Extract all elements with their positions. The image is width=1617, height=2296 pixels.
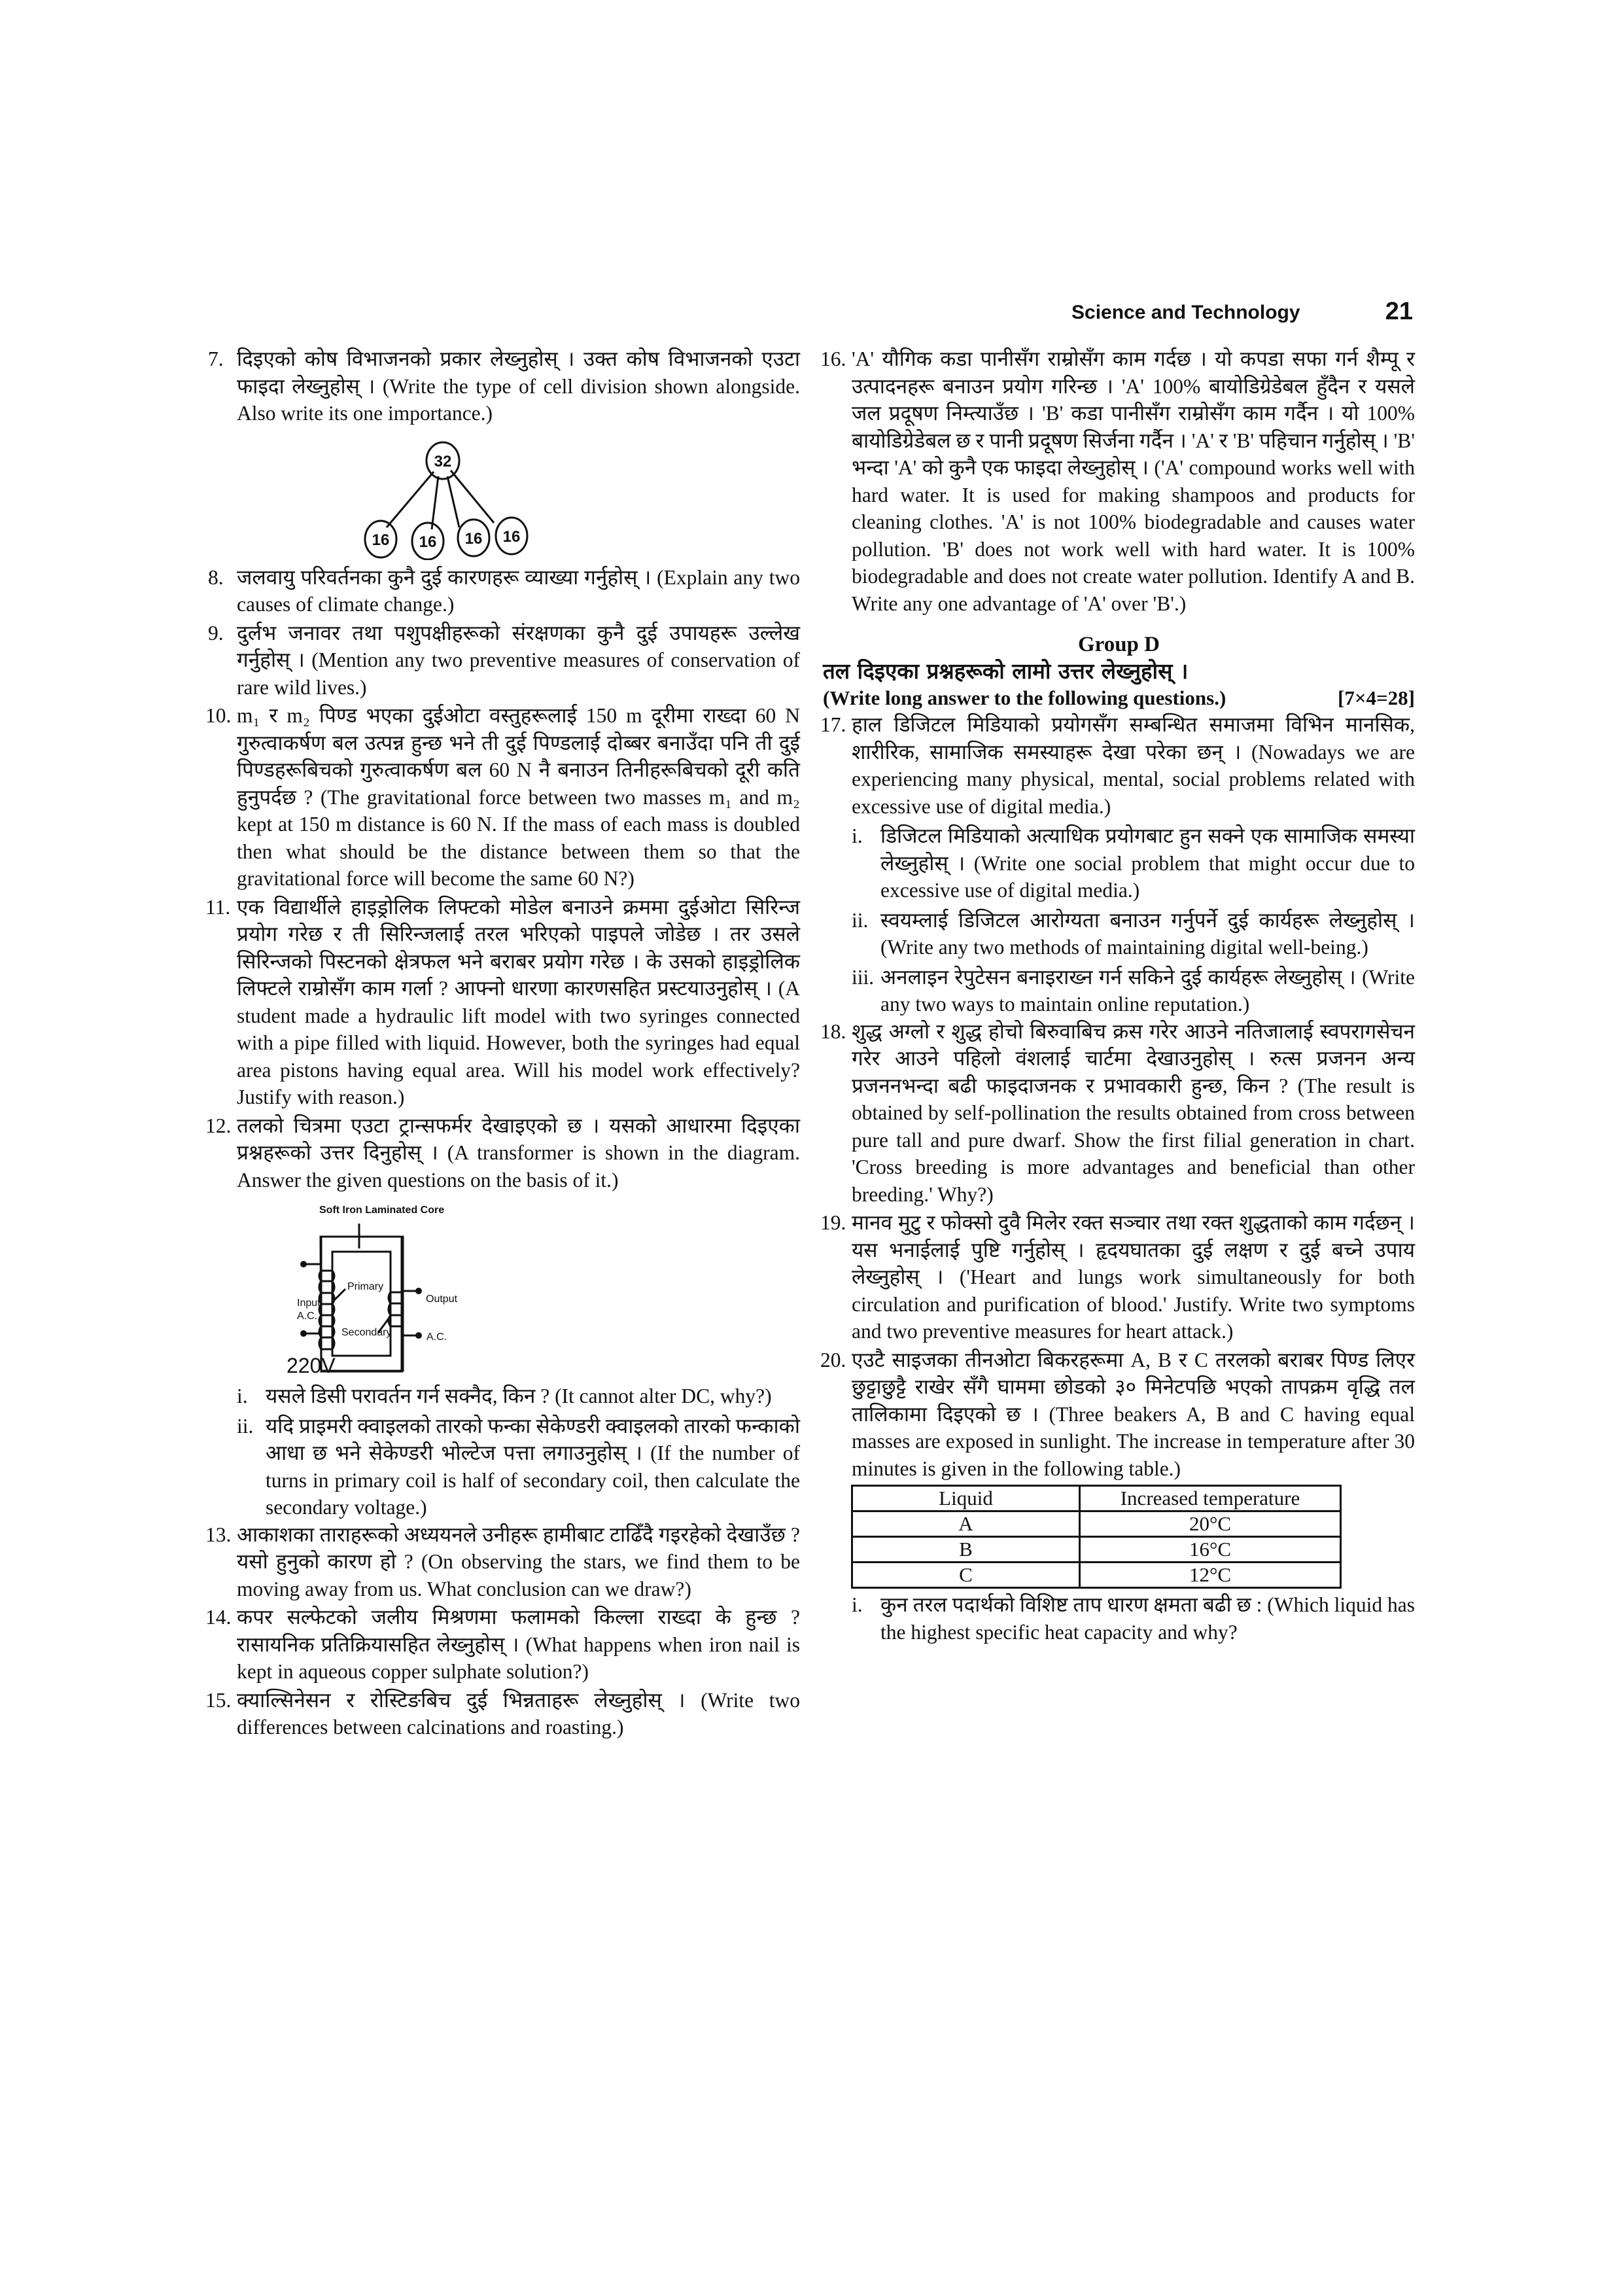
temperature-cell: 20°C xyxy=(1080,1511,1341,1537)
book-title: Science and Technology xyxy=(1071,302,1300,323)
transformer-diagram xyxy=(208,1197,800,1377)
liquid-cell: A xyxy=(852,1511,1080,1537)
question-11 xyxy=(205,894,800,1111)
page-number: 21 xyxy=(1385,298,1413,325)
group-d-marks: [7×4=28] xyxy=(1338,686,1415,709)
daughter-cell-count: 16 xyxy=(372,531,390,549)
question-number: 11. xyxy=(205,895,231,919)
question-number: 14. xyxy=(205,1606,232,1629)
question-13 xyxy=(205,1521,800,1603)
question-7 xyxy=(208,345,800,427)
question-17-part-ii xyxy=(823,907,1415,961)
sub-question-text: यसले डिसी परावर्तन गर्न सक्नैद, किन ? (It cannot alter DC, why?) xyxy=(266,1385,772,1407)
group-d-instruction xyxy=(823,685,1415,711)
question-text: तलको चित्रमा एउटा ट्रान्सफर्मर देखाइएको छ । यसको आधारमा दिइएका प्रश्नहरूको उत्तर दिनुहोस् । (A transformer is shown in the diagram. Answer the given questions on the basis of it.) xyxy=(237,1114,800,1192)
question-12-part-ii xyxy=(208,1413,800,1521)
input-label: Input xyxy=(297,1298,321,1309)
output-ac-label: A.C. xyxy=(426,1332,447,1343)
sub-question-text: स्वयम्लाई डिजिटल आरोग्यता बनाउन गर्नुपर्ने दुई कार्यहरू लेख्नुहोस् । (Write any two methods of maintaining digital well-being.) xyxy=(880,908,1415,959)
question-16 xyxy=(820,345,1415,617)
question-17 xyxy=(820,711,1415,820)
cell-division-figure xyxy=(208,439,800,560)
question-12-part-i xyxy=(208,1383,800,1410)
question-14 xyxy=(205,1604,800,1686)
transformer-figure xyxy=(208,1197,800,1377)
question-10 xyxy=(205,702,800,892)
question-number: 8. xyxy=(208,565,224,589)
temperature-cell: 16°C xyxy=(1080,1537,1341,1563)
daughter-cell-count: 16 xyxy=(419,533,437,551)
table-row xyxy=(852,1537,1341,1563)
core-label: Soft Iron Laminated Core xyxy=(319,1205,445,1216)
sub-question-text: कुन तरल पदार्थको विशिष्ट ताप धारण क्षमता बढी छ : (Which liquid has the highest specific heat capacity and why? xyxy=(880,1593,1415,1644)
liquid-cell: C xyxy=(852,1563,1080,1588)
question-text: दिइएको कोष विभाजनको प्रकार लेख्नुहोस् । उक्त कोष विभाजनको एउटा फाइदा लेख्नुहोस् । (Write the type of cell division shown alongside. Also write its one importance.) xyxy=(237,347,800,425)
sub-question-text: अनलाइन रेपुटेसन बनाइराख्न गर्न सकिने दुई कार्यहरू लेख्नुहोस् । (Write any two ways to maintain online reputation.) xyxy=(880,965,1415,1016)
right-column xyxy=(820,345,1415,1646)
temperature-table xyxy=(851,1485,1342,1589)
sub-question-number: ii. xyxy=(237,1414,254,1438)
table-row xyxy=(852,1511,1341,1537)
input-ac-label: A.C. xyxy=(297,1311,318,1322)
group-d-instruction-english: (Write long answer to the following questions.) xyxy=(823,686,1226,709)
sub-question-text: यदि प्राइमरी क्वाइलको तारको फन्का सेकेण्डरी क्वाइलको तारको फन्काको आधा छ भने सेकेण्डरी भोल्टेज पत्ता लगाउनुहोस् । (If the number of turns in primary coil is half of secondary coil, then calculate the secondary voltage.) xyxy=(266,1414,800,1519)
sub-question-number: ii. xyxy=(852,908,869,932)
question-text: हाल डिजिटल मिडियाको प्रयोगसँग सम्बन्धित समाजमा विभिन मानसिक, शारीरिक, सामाजिक समस्याहरू देखा परेका छन् । (Nowadays we are experiencing many physical, mental, social problems related with excessive use of digital media.) xyxy=(852,713,1415,818)
question-number: 12. xyxy=(205,1114,232,1137)
question-20 xyxy=(820,1347,1415,1483)
secondary-label: Secondary xyxy=(341,1327,392,1338)
question-number: 15. xyxy=(205,1688,232,1712)
voltage-label: 220V xyxy=(287,1354,336,1377)
question-text: m₁ र m₂ पिण्ड भएका दुईओटा वस्तुहरूलाई 150 m दूरीमा राख्दा 60 N गुरुत्वाकर्षण बल उत्पन्न हुन्छ भने ती दुई पिण्डलाई दोब्बर बनाउँदा पनि ती दुई पिण्डहरूबिचको गुरुत्वाकर्षण बल 60 N नै बनाउन तिनीहरूबिचको दूरी कति हुनुपर्दछ ? (The gravitational force between two masses m₁ and m₂ kept at 150 m distance is 60 N. If the mass of each mass is doubled then what should be the distance between them so that the gravitational force will become the same 60 N?) xyxy=(237,704,800,890)
question-text: क्याल्सिनेसन र रोस्टिङबिच दुई भिन्नताहरू लेख्नुहोस् । (Write two differences between calcinations and roasting.) xyxy=(237,1688,800,1739)
question-number: 20. xyxy=(820,1348,846,1371)
question-text: जलवायु परिवर्तनका कुनै दुई कारणहरू व्याख्या गर्नुहोस् । (Explain any two causes of climate change.) xyxy=(237,565,800,616)
question-18 xyxy=(820,1018,1415,1209)
cell-division-diagram xyxy=(208,439,800,560)
question-number: 10. xyxy=(205,704,232,727)
question-number: 7. xyxy=(208,347,224,370)
question-15 xyxy=(205,1687,800,1741)
left-column xyxy=(205,345,800,1742)
daughter-cell-count: 16 xyxy=(502,527,521,546)
question-number: 13. xyxy=(205,1523,232,1546)
question-8 xyxy=(208,564,800,618)
question-9 xyxy=(208,620,800,701)
question-text: 'A' यौगिक कडा पानीसँग राम्रोसँग काम गर्दछ । यो कपडा सफा गर्न शैम्पू र उत्पादनहरू बनाउन प्रयोग गरिन्छ । 'A' 100% बायोडिग्रेडेबल हुँदैन र यसले जल प्रदूषण निम्त्याउँछ । 'B' कडा पानीसँग राम्रोसँग काम गर्दैन । यो 100% बायोडिग्रेडेबल छ र पानी प्रदूषण सिर्जना गर्दैन । 'A' र 'B' पहिचान गर्नुहोस् । 'B' भन्दा 'A' को कुनै एक फाइदा लेख्नुहोस् । ('A' compound works well with hard water. It is used for making shampoos and products for cleaning clothes. 'A' is not 100% biodegradable and causes water pollution. 'B' does not work well with hard water. It is 100% biodegradable and does not create water pollution. Identify A and B. Write any one advantage of 'A' over 'B'.) xyxy=(852,347,1415,615)
sub-question-number: i. xyxy=(852,824,863,847)
daughter-cell-count: 16 xyxy=(464,529,483,548)
question-number: 18. xyxy=(820,1019,846,1043)
question-12 xyxy=(205,1112,800,1194)
group-d-title: Group D xyxy=(1077,633,1160,656)
question-number: 9. xyxy=(208,621,224,645)
group-d-instruction-nepali: तल दिइएका प्रश्नहरूको लामो उत्तर लेख्नुहोस् । xyxy=(823,658,1189,684)
question-text: शुद्ध अग्लो र शुद्ध होचो बिरुवाबिच क्रस गरेर आउने नतिजालाई स्वपरागसेचन गरेर आउने पहिलो वंशलाई चार्टमा देखाउनुहोस् । रुत्स प्रजनन अन्य प्रजननभन्दा बढी फाइदाजनक र प्रभावकारी हुन्छ, किन ? (The result is obtained by self-pollination the results obtained from cross between pure tall and pure dwarf. Show the first filial generation in chart. 'Cross breeding is more advantages and beneficial than other breeding.' Why?) xyxy=(852,1019,1415,1206)
question-text: एउटै साइजका तीनओटा बिकरहरूमा A, B र C तरलको बराबर पिण्ड लिएर छुट्टाछुट्टै राखेर सँगै घाममा छोडको ३० मिनेटपछि भएको तापक्रम वृद्धि तल तालिकामा दिइएको छ । (Three beakers A, B and C having equal masses are exposed in sunlight. The increase in temperature after 30 minutes is given in the following table.) xyxy=(852,1348,1415,1480)
table-header-row xyxy=(852,1486,1341,1511)
question-text: मानव मुटु र फोक्सो दुवै मिलेर रक्त सञ्चार तथा रक्त शुद्धताको काम गर्दछन् । यस भनाईलाई पुष्टि गर्नुहोस् । हृदयघातका दुई लक्षण र दुई बच्ने उपाय लेख्नुहोस् । ('Heart and lungs work simultaneously for both circulation and purification of blood.' Justify. Write two symptoms and two preventive measures for heart attack.) xyxy=(852,1211,1415,1343)
question-text: एक विद्यार्थीले हाइड्रोलिक लिफ्टको मोडेल बनाउने क्रममा दुईओटा सिरिन्ज प्रयोग गरेछ र ती सिरिन्जलाई तरल भरिएको पाइपले जोडेछ । तर उसले सिरिन्जको पिस्टनको क्षेत्रफल भने बराबर प्रयोग गरेछ । के उसको हाइड्रोलिक लिफ्टले राम्रोसँग काम गर्ला ? आफ्नो धारणा कारणसहित प्रस्टयाउनुहोस् । (A student made a hydraulic lift model with two syringes connected with a pipe filled with liquid. However, both the syringes had equal area pistons having equal area. Will his model work effectively? Justify with reason.) xyxy=(237,895,800,1108)
question-text: दुर्लभ जनावर तथा पशुपक्षीहरूको संरक्षणका कुनै दुई उपायहरू उल्लेख गर्नुहोस् । (Mention any two preventive measures of conservation of rare wild lives.) xyxy=(237,621,800,699)
question-17-part-i xyxy=(823,822,1415,904)
question-number: 17. xyxy=(820,713,846,736)
question-19 xyxy=(820,1209,1415,1345)
sub-question-text: डिजिटल मिडियाको अत्याधिक प्रयोगबाट हुन सक्ने एक सामाजिक समस्या लेख्नुहोस् । (Write one social problem that might occur due to excessive use of digital media.) xyxy=(880,824,1415,902)
sub-question-number: iii. xyxy=(852,965,875,989)
question-17-part-iii xyxy=(823,964,1415,1018)
question-text: आकाशका ताराहरूको अध्ययनले उनीहरू हामीबाट टाढिँदै गइरहेको देखाउँछ ? यसो हुनुको कारण हो ? (On observing the stars, we find them to be moving away from us. What conclusion can we draw?) xyxy=(237,1523,800,1600)
question-20-part-i xyxy=(823,1591,1415,1646)
page-header xyxy=(1060,298,1413,330)
output-label: Output xyxy=(426,1294,458,1305)
parent-cell-count: 32 xyxy=(434,452,452,470)
primary-label: Primary xyxy=(347,1281,384,1292)
question-text: कपर सल्फेटको जलीय मिश्रणमा फलामको किल्ला राख्दा के हुन्छ ? रासायनिक प्रतिक्रियासहित लेख्नुहोस् । (What happens when iron nail is kept in aqueous copper sulphate solution?) xyxy=(237,1606,800,1683)
liquid-cell: B xyxy=(852,1537,1080,1563)
sub-question-number: i. xyxy=(237,1385,248,1407)
table-header-liquid: Liquid xyxy=(852,1486,1080,1511)
table-row xyxy=(852,1563,1341,1588)
sub-question-number: i. xyxy=(852,1593,863,1616)
question-number: 19. xyxy=(820,1211,846,1234)
question-number: 16. xyxy=(820,347,846,370)
temperature-cell: 12°C xyxy=(1080,1563,1341,1588)
table-header-temperature: Increased temperature xyxy=(1080,1486,1341,1511)
